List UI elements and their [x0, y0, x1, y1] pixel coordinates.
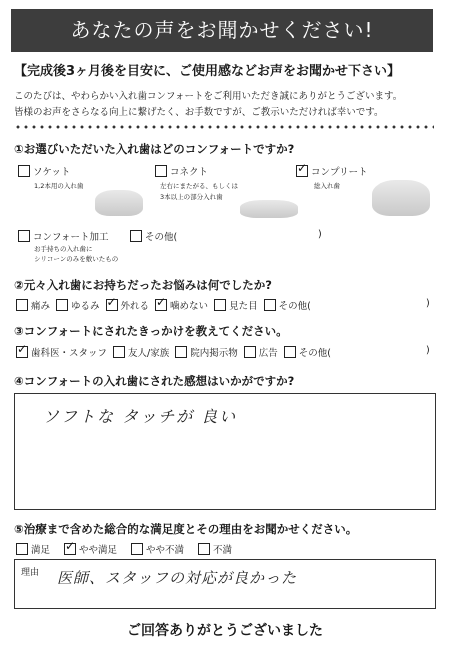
comfort-processing-checkbox[interactable] — [18, 230, 30, 242]
connect-label: コネクト — [170, 167, 209, 178]
q2-option[interactable] — [106, 298, 150, 312]
q1-other-checkbox[interactable] — [130, 230, 142, 242]
question-5-title: ⑤治療まで含めた総合的な満足度とその理由をお聞かせください。 — [14, 522, 358, 536]
q2-checkbox[interactable] — [56, 299, 68, 311]
q2-option[interactable] — [16, 298, 50, 312]
comfort-processing-description-1: お手持ちの入れ歯に — [34, 245, 93, 253]
q2-checkbox[interactable] — [16, 299, 28, 311]
q3-option-label: その他( — [298, 348, 331, 359]
reason-label: 理由 — [21, 568, 40, 578]
q2-option-label: その他( — [278, 301, 311, 312]
q3-option[interactable] — [284, 345, 331, 359]
q3-option-label: 友人/家族 — [128, 348, 170, 359]
connect-description-2: 3本以上の部分入れ歯 — [160, 193, 223, 201]
subheading: 【完成後3ヶ月後を目安に、ご使用感などお声をお聞かせ下さい】 — [14, 64, 401, 79]
q2-option[interactable] — [56, 298, 100, 312]
connect-description-1: 左右にまたがる、もしくは — [160, 182, 238, 190]
closing-message: ご回答ありがとうございました — [127, 623, 323, 639]
complete-description: 総入れ歯 — [314, 182, 340, 190]
q2-checkbox[interactable] — [214, 299, 226, 311]
complete-denture-image — [372, 180, 430, 216]
comfort-processing-description-2: シリコーンのみを敷いたもの — [34, 255, 119, 263]
q1-other-close-paren: ) — [318, 229, 322, 240]
reason-answer-box[interactable] — [14, 559, 436, 609]
comfort-processing-label: コンフォート加工 — [33, 232, 109, 243]
option-complete[interactable] — [296, 164, 368, 178]
question-4-title: ④コンフォートの入れ歯にされた感想はいかがですか? — [14, 374, 295, 388]
page-banner: あなたの声をお聞かせください! — [11, 9, 433, 52]
q3-option-label: 広告 — [258, 348, 278, 359]
q2-option-label: ゆるみ — [71, 301, 100, 312]
q5-option-label: やや満足 — [79, 545, 118, 556]
q3-checkbox[interactable] — [16, 346, 28, 358]
q1-other-label: その他( — [145, 232, 178, 243]
q2-checkbox[interactable] — [264, 299, 276, 311]
q2-close-paren: ) — [426, 298, 430, 309]
q3-checkbox[interactable] — [284, 346, 296, 358]
socket-checkbox[interactable] — [18, 165, 30, 177]
socket-label: ソケット — [33, 167, 71, 178]
q3-option[interactable] — [16, 345, 107, 359]
q2-options — [16, 298, 436, 312]
q5-checkbox[interactable] — [198, 543, 210, 555]
q5-checkbox[interactable] — [131, 543, 143, 555]
intro-line-2: 皆様のお声をさらなる向上に繋げたく、お手数ですが、ご教示いただければ幸いです。 — [14, 107, 384, 118]
q3-option-label: 院内掲示物 — [190, 348, 238, 359]
question-1-title: ①お選びいただいた入れ歯はどのコンフォートですか? — [14, 142, 295, 156]
q5-option[interactable] — [198, 542, 232, 556]
q2-checkbox[interactable] — [155, 299, 167, 311]
impression-answer-text: ソフトな タッチが 良い — [43, 407, 238, 426]
option-connect[interactable] — [155, 164, 208, 178]
q2-option[interactable] — [214, 298, 258, 312]
q3-checkbox[interactable] — [175, 346, 187, 358]
q5-option-label: やや不満 — [146, 545, 185, 556]
connect-checkbox[interactable] — [155, 165, 167, 177]
q5-option-label: 満足 — [31, 545, 51, 556]
q3-close-paren: ) — [426, 345, 430, 356]
q2-option-label: 噛めない — [170, 301, 209, 312]
q2-option-label: 外れる — [120, 301, 150, 312]
intro-line-1: このたびは、やわらかい入れ歯コンフォートをご利用いただき誠にありがとうございます。 — [14, 91, 403, 102]
q3-option[interactable] — [175, 345, 238, 359]
q2-option-label: 見た目 — [229, 301, 258, 312]
q3-option[interactable] — [244, 345, 278, 359]
q3-option[interactable] — [113, 345, 169, 359]
q3-option-label: 歯科医・スタッフ — [31, 348, 108, 359]
q5-option[interactable] — [131, 542, 184, 556]
q5-checkbox[interactable] — [16, 543, 28, 555]
q5-option[interactable] — [64, 542, 117, 556]
option-q1-other[interactable] — [130, 229, 177, 243]
q3-options — [16, 345, 436, 359]
dotted-divider — [14, 125, 434, 129]
q2-option-label: 痛み — [31, 301, 51, 312]
impression-answer-box[interactable] — [14, 393, 436, 510]
q5-option[interactable] — [16, 542, 50, 556]
reason-answer-text: 医師、スタッフの対応が良かった — [57, 569, 298, 587]
q3-checkbox[interactable] — [244, 346, 256, 358]
question-3-title: ③コンフォートにされたきっかけを教えてください。 — [14, 324, 288, 338]
option-socket[interactable] — [18, 164, 70, 178]
q2-checkbox[interactable] — [106, 299, 118, 311]
option-comfort-processing[interactable] — [18, 229, 109, 243]
complete-label: コンプリート — [311, 167, 368, 178]
complete-checkbox[interactable] — [296, 165, 308, 177]
q2-option[interactable] — [155, 298, 208, 312]
q2-option[interactable] — [264, 298, 311, 312]
q5-checkbox[interactable] — [64, 543, 76, 555]
connect-denture-image — [240, 200, 298, 218]
q5-option-label: 不満 — [213, 545, 233, 556]
socket-description: 1,2本用の入れ歯 — [34, 182, 84, 190]
q5-options — [16, 542, 232, 556]
question-2-title: ②元々入れ歯にお持ちだったお悩みは何でしたか? — [14, 278, 272, 292]
q3-checkbox[interactable] — [113, 346, 125, 358]
socket-denture-image — [95, 190, 143, 216]
